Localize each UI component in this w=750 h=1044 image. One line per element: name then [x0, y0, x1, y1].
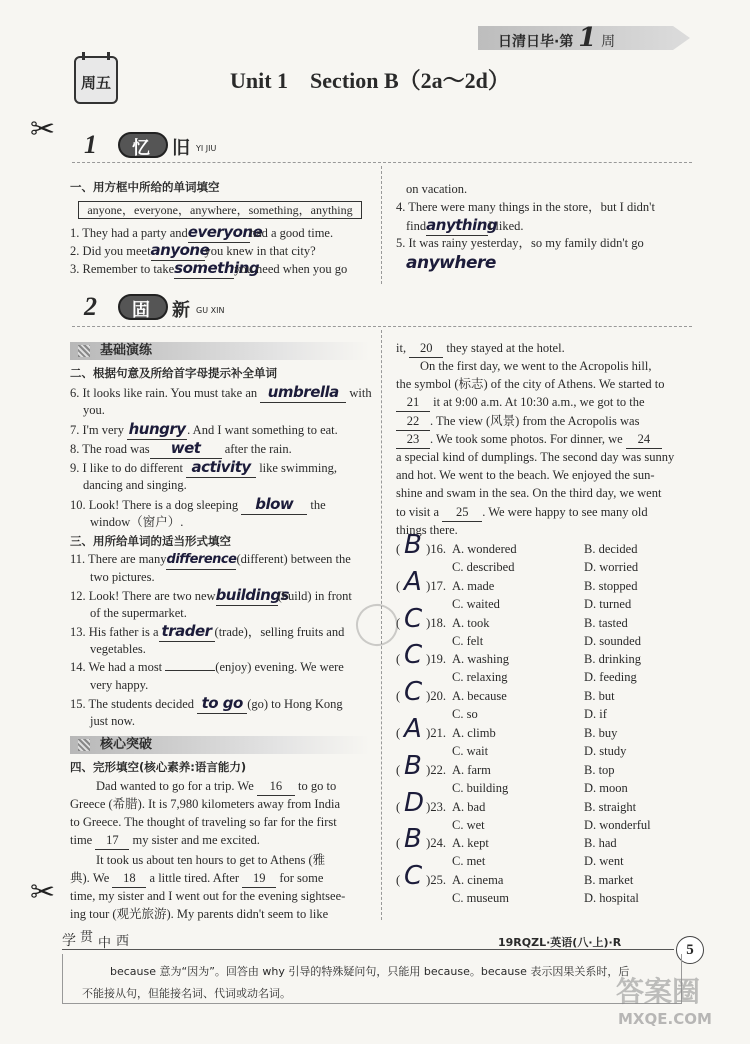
- answer-handwriting: C: [404, 861, 423, 892]
- cloze-line: things there.: [396, 523, 458, 537]
- mc-option: C. building: [452, 780, 509, 795]
- mc-option: A. wondered: [452, 542, 517, 556]
- answer-handwriting: C: [404, 677, 423, 708]
- day-label: 周五: [80, 74, 111, 92]
- word-box: anyone，everyone，anywhere，something，anything: [78, 201, 362, 219]
- footer-box: [62, 954, 682, 1004]
- mc-option: D. turned: [584, 596, 632, 611]
- mc-question-25: ( )25.: [396, 873, 446, 888]
- calendar-rings-icon: [82, 52, 110, 60]
- q3: 3. Remember to takesomethingyou need when you go: [70, 259, 348, 277]
- q4-cont: findanythingI liked.: [406, 216, 524, 234]
- answer-handwriting: trader: [161, 622, 212, 640]
- answer-handwriting: B: [404, 750, 422, 781]
- answer-handwriting: A: [404, 566, 422, 597]
- mc-option: D. hospital: [584, 891, 639, 906]
- answer-handwriting: anything: [426, 216, 498, 234]
- q15-cont: just now.: [90, 714, 136, 728]
- footer-note: because 意为“因为”。回答由 why 引导的特殊疑问句，只能用 because。because 表示因果关系时，后: [110, 965, 630, 978]
- q2: 2. Did you meetanyoneyou knew in that city?: [70, 241, 316, 259]
- section-number: 2: [84, 292, 97, 321]
- mc-question-22: ( )22.: [396, 762, 446, 777]
- mc-option: C. so: [452, 707, 478, 722]
- answer-handwriting: D: [404, 787, 425, 818]
- mc-option: D. sounded: [584, 633, 641, 648]
- mc-question-18: ( )18.: [396, 615, 446, 630]
- answer-handwriting: umbrella: [267, 383, 339, 401]
- cloze-line: On the first day, we went to the Acropolis hill,: [420, 359, 652, 373]
- mc-question-20: ( )20.: [396, 689, 446, 704]
- q9-cont: dancing and singing.: [83, 478, 187, 492]
- week-label: [498, 23, 616, 53]
- cloze-line: it, 20 they stayed at the hotel.: [396, 339, 565, 358]
- cloze-line: 23 . We took some photos. For dinner, we 24: [396, 430, 662, 449]
- cloze-line: time, my sister and I went out for the evening sightsee-: [70, 889, 346, 903]
- mc-option: A. took: [452, 615, 490, 630]
- answer-handwriting: to go: [201, 694, 243, 712]
- mc-option: B. market: [584, 873, 634, 888]
- footer-note: 不能接从句，但能接名词、代词或动名词。: [82, 987, 291, 1000]
- q12-cont: of the supermarket.: [90, 606, 187, 620]
- q13: 13. His father is a trader (trade)，selling fruits and: [70, 622, 345, 640]
- mc-option: D. study: [584, 744, 627, 758]
- answer-handwriting: blow: [255, 495, 294, 513]
- part4-heading: 四、完形填空(核心素养:语言能力): [70, 760, 247, 774]
- footer-char-xue: 学: [62, 933, 76, 949]
- mc-option: C. felt: [452, 633, 484, 648]
- mc-option: C. wet: [452, 817, 485, 832]
- mc-option: A. bad: [452, 799, 486, 814]
- book-code: 19RQZL·英语(八·上)·R: [498, 936, 622, 949]
- footer-char-guan: 贯: [80, 930, 94, 945]
- mc-option: B. stopped: [584, 578, 638, 593]
- q9: 9. I like to do different activity like swimming,: [70, 458, 337, 476]
- q10: 10. Look! There is a dog sleeping blow the: [70, 495, 326, 513]
- section-1-divider: [72, 162, 692, 163]
- section-pinyin: YI JIU: [196, 144, 217, 153]
- answer-handwriting: B: [404, 530, 422, 560]
- q7: 7. I'm very hungry . And I want something to eat.: [70, 420, 338, 438]
- answer-handwriting: something: [174, 259, 260, 277]
- footer-char-zhong: 中: [98, 936, 112, 951]
- mc-option: A. climb: [452, 726, 496, 740]
- mc-option: B. drinking: [584, 652, 641, 667]
- cloze-line: to Greece. The thought of traveling so far for the first: [70, 815, 337, 829]
- part3-heading: 三、用所给单词的适当形式填空: [70, 534, 231, 548]
- mc-option: B. straight: [584, 799, 637, 814]
- mc-option: C. met: [452, 854, 486, 869]
- q6-cont: you.: [83, 403, 105, 417]
- section-char-2: 新: [172, 300, 190, 321]
- cloze-line: shine and swam in the sea. On the third day, we went: [396, 486, 662, 500]
- site-watermark-url: MXQE.COM: [618, 1010, 712, 1028]
- mc-option: B. had: [584, 836, 617, 851]
- mc-option: A. cinema: [452, 873, 504, 888]
- mc-option: D. worried: [584, 560, 639, 574]
- scissors-icon: ✂: [30, 875, 56, 910]
- mc-question-21: ( )21.: [396, 726, 446, 740]
- mc-option: B. decided: [584, 542, 638, 556]
- mc-option: D. wonderful: [584, 817, 651, 832]
- week-tag: 日清日毕·第: [498, 34, 574, 50]
- cloze-line: time 17 my sister and me excited.: [70, 831, 260, 850]
- section-1-header: [80, 128, 380, 162]
- mc-option: D. feeding: [584, 670, 637, 685]
- answer-handwriting: buildings: [215, 586, 289, 604]
- mc-option: B. tasted: [584, 615, 628, 630]
- answer-handwriting: A: [404, 714, 422, 744]
- mc-option: A. kept: [452, 836, 489, 851]
- answer-handwriting: C: [404, 603, 423, 634]
- cloze-line: Dad wanted to go for a trip. We 16 to go to: [96, 777, 336, 796]
- mc-option: D. if: [584, 707, 607, 722]
- mc-question-16: ( )16.: [396, 542, 446, 556]
- mc-option: B. top: [584, 762, 615, 777]
- column-divider: [381, 166, 382, 284]
- cloze-line: It took us about ten hours to get to Athens (雅: [96, 853, 326, 867]
- q12: 12. Look! There are two newbuildings(build) in front: [70, 586, 352, 604]
- day-badge: [74, 56, 118, 104]
- q10-cont: window（窗户）.: [90, 515, 184, 529]
- section-pinyin: GU XIN: [196, 306, 225, 315]
- mc-option: A. made: [452, 578, 495, 593]
- mc-option: C. museum: [452, 891, 509, 906]
- answer-handwriting: activity: [191, 458, 251, 476]
- q13-cont: vegetables.: [90, 642, 146, 656]
- answer-handwriting: anywhere: [406, 253, 496, 273]
- answer-handwriting: C: [404, 640, 423, 671]
- section-2-divider: [72, 326, 692, 327]
- q8: 8. The road was wet after the rain.: [70, 439, 292, 457]
- stamp-watermark: [350, 598, 404, 652]
- cloze-line: a special kind of dumplings. The second day was sunny: [396, 450, 675, 464]
- q14: 14. We had a most (enjoy) evening. We were: [70, 660, 344, 674]
- mc-option: A. washing: [452, 652, 509, 667]
- cloze-line: 22 . The view (风景) from the Acropolis was: [396, 412, 639, 431]
- mc-option: A. because: [452, 689, 507, 704]
- section-2-header: [80, 290, 380, 324]
- q11-cont: two pictures.: [90, 570, 155, 584]
- answer-handwriting: wet: [170, 439, 201, 457]
- mc-option: B. but: [584, 689, 615, 704]
- answer-handwriting: difference: [166, 552, 237, 567]
- mc-question-17: ( )17.: [396, 578, 446, 593]
- section-char-1: 忆: [132, 138, 150, 159]
- cloze-line: 典). We 18 a little tired. After 19 for some: [70, 869, 323, 888]
- answer-handwriting: hungry: [128, 420, 186, 438]
- mc-option: C. wait: [452, 744, 489, 758]
- answer-handwriting: everyone: [187, 223, 263, 241]
- q6: 6. It looks like rain. You must take an umbrella with: [70, 383, 372, 401]
- part2-heading: 二、根据句意及所给首字母提示补全单词: [70, 366, 277, 380]
- page-title: Unit 1 Section B（2a～2d）: [230, 68, 510, 93]
- section-char-1: 固: [132, 300, 150, 321]
- cloze-line: ing tour (观光旅游). My parents didn't seem to like: [70, 907, 329, 921]
- part1-heading: 一、用方框中所给的单词填空: [70, 180, 220, 194]
- mc-option: C. described: [452, 560, 515, 574]
- page-number: 5: [676, 936, 704, 964]
- mc-option: C. waited: [452, 596, 500, 611]
- footer-char-xi: 西: [116, 934, 130, 949]
- week-number: 1: [578, 23, 597, 53]
- section-bar-hexin: 核心突破: [70, 736, 370, 754]
- mc-option: B. buy: [584, 726, 618, 740]
- q15: 15. The students decided to go (go) to Hong Kong: [70, 694, 343, 712]
- week-unit: 周: [601, 34, 616, 50]
- q11: 11. There are manydifference(different) between the: [70, 550, 351, 570]
- mc-question-23: ( )23.: [396, 799, 446, 814]
- mc-option: D. moon: [584, 780, 628, 795]
- cloze-line: 21 it at 9:00 a.m. At 10:30 a.m., we got to the: [396, 393, 645, 412]
- q4: 4. There were many things in the store，but I didn't: [396, 200, 655, 214]
- cloze-line: Greece (希腊). It is 7,980 kilometers away from India: [70, 797, 341, 811]
- q3-cont: on vacation.: [406, 182, 468, 196]
- answer-handwriting: anyone: [150, 241, 210, 259]
- answer-handwriting: B: [404, 824, 422, 855]
- mc-option: D. went: [584, 854, 624, 869]
- mc-option: A. farm: [452, 762, 491, 777]
- q5: 5. It was rainy yesterday，so my family didn't go: [396, 236, 644, 250]
- mc-question-19: ( )19.: [396, 652, 446, 667]
- scissors-icon: ✂: [30, 112, 56, 147]
- site-watermark: 答案圈: [616, 975, 701, 1008]
- section-char-2: 旧: [172, 138, 190, 159]
- mc-option: C. relaxing: [452, 670, 508, 685]
- q14-cont: very happy.: [90, 678, 149, 692]
- mc-question-24: ( )24.: [396, 836, 446, 851]
- q1: 1. They had a party andeveryonehad a good time.: [70, 223, 334, 241]
- section-bar-jichu: 基础演练: [70, 342, 370, 360]
- cloze-line: to visit a 25 . We were happy to see many old: [396, 503, 648, 522]
- section-number: 1: [84, 130, 97, 159]
- cloze-line: the symbol (标志) of the city of Athens. We started to: [396, 377, 665, 391]
- cloze-line: and hot. We went to the beach. We enjoyed the sun-: [396, 468, 655, 482]
